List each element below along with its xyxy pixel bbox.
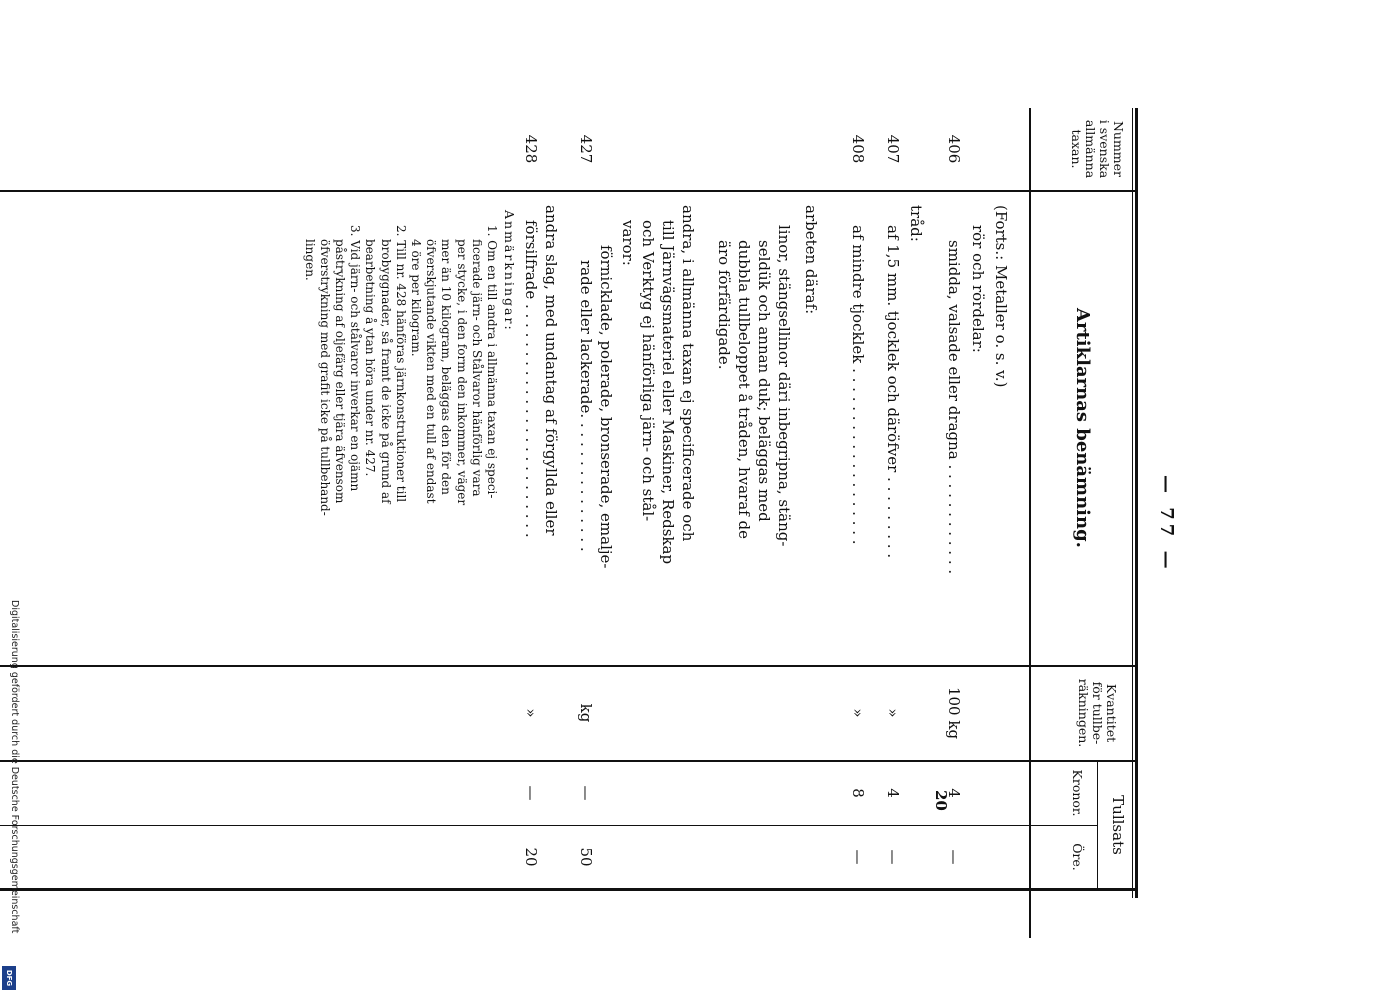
- kronor-cell: 8: [849, 788, 867, 798]
- signature-mark: 20: [932, 790, 950, 811]
- article-line: linor, stängsellinor däri inbegripna, stäng-: [775, 225, 793, 547]
- ore-cell: —: [849, 849, 867, 865]
- col-divider-kronor: [0, 825, 1098, 826]
- article-line: rade eller lackerade. . . . . . . . . . . . . . .: [577, 260, 595, 552]
- article-line: rör och rördelar:: [969, 225, 987, 353]
- header-quantity: Kvantitet för tullbe- räkningen.: [1076, 678, 1119, 748]
- note-line: 1. Om en till andra i allmänna taxan ej speci-: [485, 225, 499, 499]
- page-number: — 77 —: [1156, 475, 1177, 573]
- article-line: af mindre tjocklek . . . . . . . . . . . . . . . . . . .: [849, 225, 867, 545]
- quantity-cell: »: [522, 708, 540, 718]
- note-line: per stycke, i den form den inkommer, väger: [454, 239, 469, 506]
- note-line: öfverstrykning med grafit icke på tullbehand-: [317, 239, 332, 516]
- article-line: äro förfärdigade.: [715, 240, 733, 370]
- quantity-cell: 100 kg: [945, 686, 963, 740]
- table-top-rule: [1135, 108, 1138, 898]
- col-divider-article: [0, 665, 1138, 667]
- section-heading: arbeten däraf:: [802, 205, 820, 315]
- note-line: bearbetning å ytan höra under nr. 427.: [363, 239, 378, 477]
- quantity-cell: kg: [577, 703, 595, 723]
- item-number: 427: [577, 134, 595, 164]
- article-line: andra slag, med undantag af förgyllda eller: [542, 205, 560, 536]
- section-heading: tråd:: [907, 205, 925, 242]
- article-line: dubbla tullbeloppet å tråden, hvaraf de: [735, 240, 753, 539]
- article-line: andra, i allmänna taxan ej specificerade och: [679, 205, 697, 542]
- notes-title: Anmärkningar:: [502, 210, 517, 332]
- article-line: varor:: [619, 220, 637, 266]
- table-top-rule-thin: [1132, 108, 1133, 898]
- notes-block: [301, 225, 499, 645]
- kronor-cell: —: [577, 785, 595, 801]
- note-line: ficerade järn- och Stålvaror hänförlig vara: [469, 239, 484, 497]
- quantity-cell: »: [884, 708, 902, 718]
- digitization-credit: Digitalisierung gefördert durch die Deutsche Forschungsgemeinschaft: [9, 600, 20, 934]
- article-line: förnicklade, polerade, bronserade, emalje-: [597, 245, 615, 569]
- article-line: smidda, valsade eller dragna . . . . . . . . . . . .: [945, 240, 963, 575]
- note-line: mer än 10 kilogram, beläggas den för den: [439, 239, 454, 495]
- col-divider-quantity: [0, 760, 1138, 762]
- ore-cell: —: [884, 849, 902, 865]
- table-right-rule: [0, 888, 1138, 891]
- note-line: 3. Vid järn- och stålvaror inverkar en ojämn: [348, 225, 363, 492]
- section-heading: (Forts.: Metaller o. s. v.): [992, 205, 1010, 388]
- quantity-cell: »: [849, 708, 867, 718]
- note-line: lingen.: [302, 239, 317, 281]
- note-line: öfverskjutande vikten med en tull af endast: [424, 239, 439, 504]
- col-divider-number: [0, 190, 1138, 192]
- header-rate: Tullsats: [1109, 795, 1127, 855]
- article-line: seldük och annan duk; beläggas med: [755, 240, 773, 522]
- kronor-cell: 4: [884, 788, 902, 798]
- rate-subheader-rule: [1097, 760, 1098, 890]
- note-line: 4 öre per kilogram.: [408, 239, 423, 357]
- ore-cell: 50: [577, 847, 595, 867]
- header-ore: Öre.: [1070, 843, 1085, 871]
- article-line: af 1,5 mm. tjocklek och däröfver . . . . . . . . .: [884, 225, 902, 559]
- kronor-cell: 4: [945, 788, 963, 798]
- item-number: 408: [849, 134, 867, 164]
- header-article: Artiklarnas benämning.: [1072, 308, 1093, 548]
- kronor-cell: —: [522, 785, 540, 801]
- item-number: 406: [945, 134, 963, 164]
- ore-cell: —: [945, 849, 963, 865]
- header-number: Nummer i svenska allmänna taxan.: [1069, 119, 1126, 179]
- note-line: brobyggnader, så framt de icke på grund af: [378, 239, 393, 504]
- header-kronor: Kronor.: [1070, 769, 1085, 817]
- item-number: 407: [884, 134, 902, 164]
- item-number: 428: [522, 134, 540, 164]
- ore-cell: 20: [522, 847, 540, 867]
- article-line: till Järnvägsmateriel eller Maskiner, Redskap: [659, 220, 677, 565]
- header-bottom-rule: [1029, 108, 1031, 938]
- note-line: påstrykning af oljefärg eller tjära äfvensom: [332, 239, 347, 504]
- dfg-logo: DFG: [2, 966, 16, 990]
- article-line: försilfrade . . . . . . . . . . . . . . . . . . . . . . . . .: [522, 220, 540, 538]
- note-line: 2. Till nr. 428 hänföras järnkonstruktioner till: [393, 225, 408, 503]
- article-line: och Verktyg ej hänförliga järn- och stål-: [639, 220, 657, 522]
